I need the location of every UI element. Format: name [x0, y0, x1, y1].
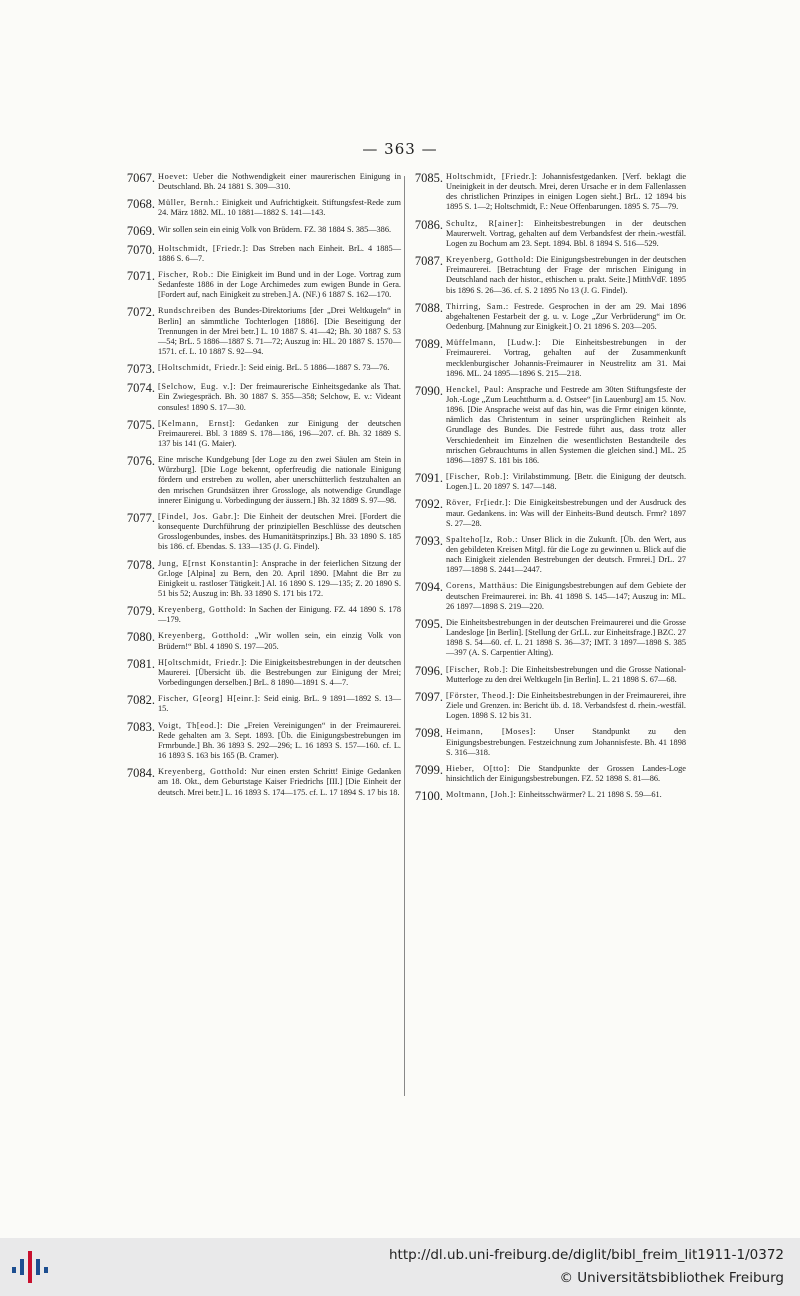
bibliography-entry: [408, 172, 686, 213]
entry-number: 7092.: [414, 497, 443, 512]
entry-number: 7067.: [126, 171, 155, 185]
entry-body: Unser Blick in die Zukunft. [Üb. den Wert, aus den gebildeten Kreisen Mitgl. für die Loge zu gewinnen u. Blick auf die nach Einigkeit zielenden Bestrebungen der deutsch. Frmrei.] DrL. 27 1897—1898 S. 2441—2447.: [446, 534, 686, 575]
entry-body: Einigkeit und Aufrichtigkeit. Stiftungsfest-Rede zum 24. März 1882. ML. 10 1881—1882 S. 141—143.: [158, 198, 401, 218]
entry-citation: [158, 419, 401, 449]
entry-author: Rundschreiben: [158, 306, 216, 316]
entry-number: 7076.: [126, 454, 155, 469]
entry-number: 7078.: [126, 557, 155, 572]
entry-number: 7085.: [414, 171, 443, 185]
entry-author: Kreyenberg, Gotthold:: [446, 255, 534, 265]
entry-author: [Findel, Jos. Gabr.]:: [158, 511, 240, 521]
bibliography-entry: [408, 727, 686, 757]
entry-citation: [446, 385, 686, 466]
bibliography-entry: [114, 198, 401, 218]
entry-author: [Kelmann, Ernst]:: [158, 418, 236, 428]
entry-author: [Fischer, Rob.]:: [446, 472, 510, 482]
entry-number: 7099.: [414, 762, 443, 777]
entry-author: Fischer, G[eorg] H[einr.]:: [158, 694, 261, 704]
entry-author: Kreyenberg, Gotthold:: [158, 767, 248, 777]
bibliography-entry: [408, 764, 686, 784]
entry-number: 7068.: [126, 197, 155, 212]
bibliography-entry: [408, 338, 686, 379]
entry-author: Müffelmann, [Ludw.]:: [446, 338, 542, 348]
entry-author: [Förster, Theod.]:: [446, 690, 516, 700]
bibliography-entry: [408, 385, 686, 466]
entry-body: Die Standpunkte der Grossen Landes-Loge hinsichtlich der Einigungsbestrebungen. FZ. 52 1898 S. 81—86.: [446, 763, 686, 783]
bibliography-entry: [114, 767, 401, 797]
entry-author: Spalteho[lz, Rob.:: [446, 534, 519, 544]
source-url-link[interactable]: http://dl.ub.uni-freiburg.de/diglit/bibl_freim_lit1911-1/0372: [388, 1247, 784, 1263]
entry-author: Schultz, R[ainer]:: [446, 218, 524, 228]
entry-number: 7094.: [414, 580, 443, 595]
bibliography-entry: [114, 605, 401, 625]
entry-citation: [158, 382, 401, 412]
bibliography-entry: [408, 581, 686, 611]
entry-number: 7083.: [126, 719, 155, 734]
bibliography-entry: [408, 219, 686, 249]
entry-number: 7088.: [414, 300, 443, 315]
entry-number: 7087.: [414, 254, 443, 269]
left-column: [114, 172, 401, 804]
bibliography-entry: [114, 382, 401, 412]
entry-citation: [158, 198, 401, 218]
entry-author: Thirring, Sam.:: [446, 301, 509, 311]
footer-bar: [0, 1238, 800, 1296]
bibliography-entry: [114, 172, 401, 192]
entry-body: Gedanken zur Einigung der deutschen Freimaurerei. Bbl. 3 1889 S. 178—186, 196—207. cf. Bh. 32 1889 S. 137 bis 141 (G. Maier).: [158, 418, 402, 448]
entry-number: 7079.: [126, 604, 155, 619]
entry-number: 7090.: [414, 383, 443, 398]
entry-body: Virilabstimmung. [Betr. die Einigung der deutsch. Logen.] L. 20 1897 S. 147—148.: [446, 472, 687, 492]
entry-citation: [158, 512, 401, 553]
entry-citation: [158, 767, 401, 797]
entry-citation: [158, 559, 401, 600]
entry-citation: [158, 306, 401, 357]
entry-number: 7089.: [414, 337, 443, 352]
bibliography-entry: [408, 302, 686, 332]
bibliography-entry: [408, 498, 686, 528]
entry-number: 7093.: [414, 533, 443, 548]
entry-author: Hoevet:: [158, 172, 189, 181]
entry-body: Seid einig. BrL. 9 1891—1892 S. 13—15.: [158, 694, 401, 714]
entry-body: Unser Standpunkt zu den Einigungsbestrebungen. Festzeichnung zum Johannisfeste. Bh. 41 1898 S. 316—318.: [446, 727, 686, 757]
bibliography-entry: [114, 225, 401, 238]
entry-number: 7075.: [126, 417, 155, 432]
entry-body: Der freimaurerische Einheitsgedanke als That. Ein Zwiegespräch. Bh. 30 1887 S. 355—358; Selchow, E. v.: Videant consules! 1890 S. 17—30.: [158, 382, 401, 412]
entry-body: Die Einigungsbestrebungen auf dem Gebiete der deutschen Freimaurerei. in: Bh. 41 1898 S. 145—147; Auszug in: ML. 26 1897—1898 S. 219—220.: [446, 581, 686, 611]
page-number: — 363 —: [362, 140, 438, 158]
bibliography-entry: [114, 363, 401, 376]
bibliography-entry: [114, 694, 401, 714]
entry-body: Die Einigungsbestrebungen in der deutschen Freimaurerei. [Betrachtung der Frage der mrischen Einigung in Deutschland nach der histor., ethischen u. prakt. Seite.] MitthVdF. 1895 bis 1896 S. 26—36. cf. S. 2 1895 No 13 (J. G. Findel).: [446, 255, 686, 295]
column-divider: [404, 176, 405, 1096]
entry-citation: [158, 270, 401, 300]
entry-number: 7082.: [126, 693, 155, 708]
bibliography-entry: [114, 512, 401, 553]
bibliography-entry: [114, 721, 401, 762]
entry-citation: [446, 535, 686, 576]
bibliography-entry: [408, 790, 686, 803]
bibliography-entry: [408, 691, 686, 721]
entry-author: Hieber, O[tto]:: [446, 763, 511, 773]
entry-author: [Fischer, Rob.]:: [446, 664, 509, 674]
entry-citation: [446, 665, 686, 685]
entry-body: Das Streben nach Einheit. BrL. 4 1885—1886 S. 6—7.: [158, 243, 401, 263]
entry-citation: [446, 764, 686, 784]
entry-body: Die Einheitsbestrebungen in der Freimaurerei. Vortrag, gehalten auf der Zusammenkunft mecklenburgischer Johannis-Freimaurer in Neustrelitz am 31. Mai 1896. ML. 24 1895—1896 S. 215—218.: [446, 338, 686, 378]
entry-author: Heimann, [Moses]:: [446, 727, 537, 737]
entry-body: Die Einigkeitsbestrebungen und der Ausdruck des maur. Gedankens. in: Was will der Einheits-Bund deutsch. Frmr? 1897 S. 27—28.: [446, 498, 686, 528]
bibliography-entry: [408, 472, 686, 492]
entry-body: Festrede. Gesprochen in der am 29. Mai 1896 abgehaltenen Festarbeit der g. u. v. Loge „Zur Verbrüderung“ im Or. Oedenburg. [Mahnung zur Einigkeit.] O. 21 1896 S. 203—205.: [446, 301, 686, 332]
entry-author: Voigt, Th[eod.]:: [158, 720, 223, 730]
entry-body: Die Einheitsbestrebungen in der Freimaurerei, ihre Ziele und Grenzen. in: Bericht üb. d. 18. Verbandsfest d. rhein.-westfäl. Logen. 1898 S. 12 bis 31.: [446, 690, 687, 721]
entry-author: Kreyenberg, Gotthold:: [158, 605, 247, 615]
entry-body: Die „Freien Vereinigungen“ in der Freimaurerei. Rede gehalten am 3. Sept. 1893. [Üb. die Einigungsbestrebungen im Frmrbunde.] Bh. 36 1893 S. 292—296; L. 16 1893 S. 157—160. cf. L. 16 1893 S. 163 bis 165 (B. Cramer).: [158, 720, 401, 761]
entry-number: 7091.: [414, 471, 443, 486]
entry-author: Holtschmidt, [Friedr.]:: [158, 243, 249, 253]
entry-number: 7074.: [126, 381, 155, 396]
entry-number: 7069.: [126, 223, 155, 238]
entry-number: 7100.: [414, 789, 443, 804]
entry-citation: [158, 605, 401, 625]
entry-citation: [446, 727, 686, 757]
bibliography-entry: [408, 665, 686, 685]
entry-number: 7084.: [126, 766, 155, 781]
entry-author: H[oltschmidt, Friedr.]:: [158, 657, 248, 667]
entry-number: 7072.: [126, 305, 155, 320]
bibliography-entry: [114, 631, 401, 651]
ub-freiburg-logo-icon[interactable]: [10, 1247, 50, 1287]
entry-body: Ansprache in der feierlichen Sitzung der Gr.loge [Alpina] zu Bern, den 20. April 1890. [Mahnt die Brr zu Einigkeit u. rastloser Tätigkeit.] Al. 16 1890 S. 129—135; Z. 20 1890 S. 51 bis 52; Auszug in: Bh. 33 1890 S. 171 bis 172.: [158, 558, 401, 598]
entry-body: Ansprache und Festrede am 30ten Stiftungsfeste der Joh.-Loge „Zum Leuchtthurm a. d. Ostsee“ [in Lauenburg] am 15. Nov. 1896. [Die Ansprache weist auf das hin, was die Frmr einigen könnte, nämlich das Christentum in seiner ursprünglichen Reinheit als Grundlage des Bundes. Die Festrede führt aus, dass trotz aller Verschiedenheit im Einzelnen die wesentlichsten Bestandteile des mrischen Gebrauchtums in allen Systemen die gleichen sind.] ML. 25 1896—1897 S. 181 bis 186.: [446, 384, 686, 465]
entry-citation: [446, 790, 686, 800]
bibliography-entry: [114, 559, 401, 600]
entry-body: Einheitsschwärmer? L. 21 1898 S. 59—61.: [516, 790, 662, 800]
bibliography-entry: [114, 419, 401, 449]
entry-body: Die Einheit der deutschen Mrei. [Fordert die konsequente Durchführung der prinzipiellen Beschlüsse des deutschen Grosslogenbundes, insbes. des Humanitätsprinzips.] Bh. 33 1890 S. 185 bis 186. cf. Ebendas. S. 133—135 (J. G. Findel).: [158, 511, 401, 552]
entry-body: Nur einen ersten Schritt! Einige Gedanken am 18. Okt., dem Geburtstage Kaiser Friedrichs [III.] [Die Einheit der deutsch. Mrei betr.] L. 16 1893 S. 174—175. cf. L. 17 1894 S. 17 bis 18.: [158, 767, 401, 797]
entry-number: 7086.: [414, 217, 443, 232]
right-column: [408, 172, 686, 809]
entry-body: Johannisfestgedanken. [Verf. beklagt die Uneinigkeit in der deutsch. Mrei, deren Ursache er in dem Fallenlassen des christlichen Prinzipes in einigen Logen sieht.] BrL. 12 1894 bis 1895 S. 1—2; Holtschmidt, F.: Neue Offenbarungen. 1895 S. 75—79.: [446, 172, 686, 212]
entry-citation: [446, 338, 686, 379]
entry-author: Henckel, Paul:: [446, 384, 505, 394]
entry-author: Müller, Bernh.:: [158, 198, 219, 208]
entry-body: Die Einigkeit im Bund und in der Loge. Vortrag zum Sedanfeste 1886 in der Loge Archimedes zum ewigen Bunde in Gera. [Fordert auf, nach Einigkeit zu streben.] A. (NF.) 6 1887 S. 162—170.: [158, 269, 402, 300]
entry-citation: [446, 302, 686, 332]
bibliography-entry: [114, 270, 401, 300]
bibliography-entry: [408, 535, 686, 576]
entry-body: Eine mrische Kundgebung [der Loge zu den zwei Säulen am Stein in Würzburg]. [Die Loge bekennt, opferfreudig die nationale Einigung fördern und erstreben zu wollen, aber unerschütterlich festzuhalten an den mrischen Grundsätzen ihrer Grossloge, als notwendige Grundlage innerer Einigung u. Vorbedingung der äussern.] Bh. 32 1889 S. 97—98.: [158, 455, 401, 505]
bibliography-entry: [114, 658, 401, 688]
entry-body: Die Einigkeitsbestrebungen in der deutschen Maurerei. [Übersicht üb. die Bestrebungen zur Einigung der Mrei; Vorbedingungen derselben.] BrL. 8 1890—1891 S. 4—7.: [158, 657, 401, 688]
bibliography-entry: [408, 618, 686, 659]
bibliography-entry: [408, 255, 686, 296]
entry-number: 7071.: [126, 268, 155, 283]
entry-citation: [446, 172, 686, 213]
entry-citation: [446, 691, 686, 721]
entry-number: 7098.: [414, 726, 443, 741]
entry-number: 7077.: [126, 510, 155, 525]
entry-body: Wir sollen sein ein einig Volk von Brüdern. FZ. 38 1884 S. 385—386.: [158, 224, 392, 234]
entry-citation: [158, 225, 401, 235]
entry-citation: [158, 694, 401, 714]
copyright-credit: © Universitätsbibliothek Freiburg: [559, 1270, 784, 1286]
entry-citation: [446, 618, 686, 659]
entry-number: 7073.: [126, 362, 155, 377]
entry-citation: [158, 455, 401, 506]
entry-number: 7070.: [126, 242, 155, 257]
entry-body: des Bundes-Direktoriums [der „Drei Weltkugeln“ in Berlin] an sämmtliche Tochterlogen [1886]. [Die Beseitigung der Trennungen in der Mrei betr.] L. 10 1887 S. 41—42; Bh. 30 1887 S. 53—54; BrL. 5 1886—1887 S. 71—72; Auszug in: HL. 20 1887 S. 1570—1571. cf. L. 10 1887 S. 92—94.: [158, 306, 401, 357]
bibliography-entry: [114, 455, 401, 506]
entry-citation: [446, 472, 686, 492]
entry-author: [Selchow, Eug. v.]:: [158, 382, 237, 392]
entry-body: Einheitsbestrebungen in der deutschen Maurerwelt. Vortrag, gehalten auf dem Verbandsfest der rhein.-westfäl. Logen zu Bochum am 23. Sept. 1894. Bbl. 8 1894 S. 516—529.: [446, 218, 686, 248]
entry-author: Kreyenberg, Gotthold:: [158, 631, 250, 641]
entry-body: „Wir wollen sein, ein einzig Volk von Brüdern!“ Bbl. 4 1890 S. 197—205.: [158, 631, 401, 651]
entry-citation: [158, 244, 401, 264]
entry-author: Moltmann, [Joh.]:: [446, 790, 517, 800]
bibliography-entry: [114, 244, 401, 264]
entry-citation: [446, 219, 686, 249]
entry-author: Fischer, Rob.:: [158, 269, 214, 279]
entry-citation: [446, 498, 686, 528]
entry-number: 7080.: [126, 630, 155, 645]
entry-number: 7095.: [414, 616, 443, 631]
entry-citation: [158, 172, 401, 192]
entry-citation: [158, 658, 401, 688]
entry-author: Holtschmidt, [Friedr.]:: [446, 172, 538, 181]
entry-citation: [158, 631, 401, 651]
entry-citation: [158, 363, 401, 373]
entry-number: 7096.: [414, 663, 443, 678]
entry-author: Röver, Fr[iedr.]:: [446, 498, 512, 508]
entry-author: Corens, Matthäus:: [446, 581, 518, 591]
entry-body: Seid einig. BrL. 5 1886—1887 S. 73—76.: [246, 363, 390, 373]
entry-body: Ueber die Nothwendigkeit einer maurerischen Einigung in Deutschland. Bh. 24 1881 S. 309—310.: [158, 172, 401, 192]
entry-author: Jung, E[rnst Konstantin]:: [158, 558, 259, 568]
entry-citation: [446, 255, 686, 296]
entry-author: [Holtschmidt, Friedr.]:: [158, 363, 247, 373]
entry-citation: [446, 581, 686, 611]
entry-number: 7081.: [126, 656, 155, 671]
entry-number: 7097.: [414, 689, 443, 704]
entry-body: Die Einheitsbestrebungen und die Grosse National-Mutterloge zu den drei Weltkugeln [in Berlin]. L. 21 1898 S. 67—68.: [446, 664, 687, 684]
entry-body: In Sachen der Einigung. FZ. 44 1890 S. 178—179.: [158, 605, 401, 625]
entry-body: Die Einheitsbestrebungen in der deutschen Freimaurerei und die Grosse Landesloge [in Berlin]. [Stellung der GrLL. zur Einheitsfrage.] BZC. 27 1898 S. 54—60. cf. L. 21 1898 S. 36—37; IMT. 3 1897—1898 S. 385—397 (A. S. Carpentier Alting).: [446, 617, 686, 658]
entry-citation: [158, 721, 401, 762]
bibliography-entry: [114, 306, 401, 357]
